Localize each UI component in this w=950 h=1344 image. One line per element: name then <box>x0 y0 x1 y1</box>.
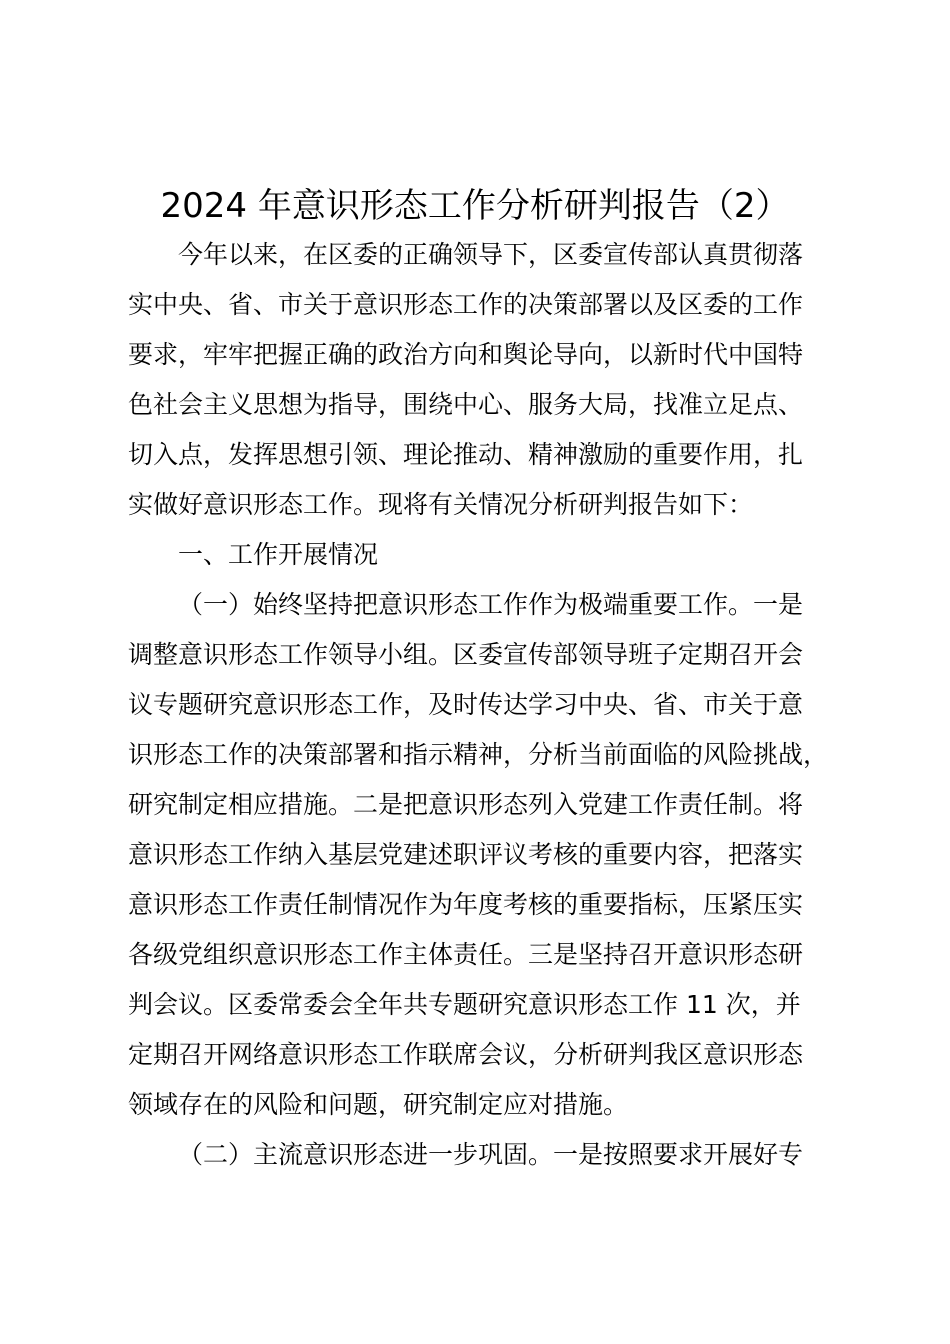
paragraph-line: 识形态工作的决策部署和指示精神，分析当前面临的风险挑战， <box>128 740 829 769</box>
paragraph-line: 实中央、省、市关于意识形态工作的决策部署以及区委的工作 <box>128 290 804 319</box>
paragraph-line: 今年以来，在区委的正确领导下，区委宣传部认真贯彻落 <box>178 240 804 269</box>
paragraph-line: 意识形态工作纳入基层党建述职评议考核的重要内容，把落实 <box>128 840 804 869</box>
paragraph-line: 领域存在的风险和问题，研究制定应对措施。 <box>128 1090 629 1119</box>
paragraph-line: 各级党组织意识形态工作主体责任。三是坚持召开意识形态研 <box>128 940 804 969</box>
section-heading: 一、工作开展情况 <box>178 540 379 569</box>
paragraph-line: 定期召开网络意识形态工作联席会议，分析研判我区意识形态 <box>128 1040 804 1069</box>
paragraph-line: 色社会主义思想为指导，围绕中心、服务大局，找准立足点、 <box>128 390 804 419</box>
paragraph-line: 要求，牢牢把握正确的政治方向和舆论导向，以新时代中国特 <box>128 340 804 369</box>
paragraph-line: （二）主流意识形态进一步巩固。一是按照要求开展好专 <box>178 1140 804 1169</box>
paragraph-line: 意识形态工作责任制情况作为年度考核的重要指标，压紧压实 <box>128 890 804 919</box>
paragraph-line: 判会议。区委常委会全年共专题研究意识形态工作 11 次，并 <box>128 990 801 1019</box>
paragraph-line: 调整意识形态工作领导小组。区委宣传部领导班子定期召开会 <box>128 640 804 669</box>
document-body <box>128 230 848 1180</box>
document-title: 2024 年意识形态工作分析研判报告（2） <box>160 186 790 226</box>
paragraph-line: 议专题研究意识形态工作，及时传达学习中央、省、市关于意 <box>128 690 804 719</box>
paragraph-line: 实做好意识形态工作。现将有关情况分析研判报告如下： <box>128 490 754 519</box>
paragraph-line: 研究制定相应措施。二是把意识形态列入党建工作责任制。将 <box>128 790 804 819</box>
paragraph-line: 切入点，发挥思想引领、理论推动、精神激励的重要作用，扎 <box>128 440 804 469</box>
paragraph-line: （一）始终坚持把意识形态工作作为极端重要工作。一是 <box>178 590 804 619</box>
